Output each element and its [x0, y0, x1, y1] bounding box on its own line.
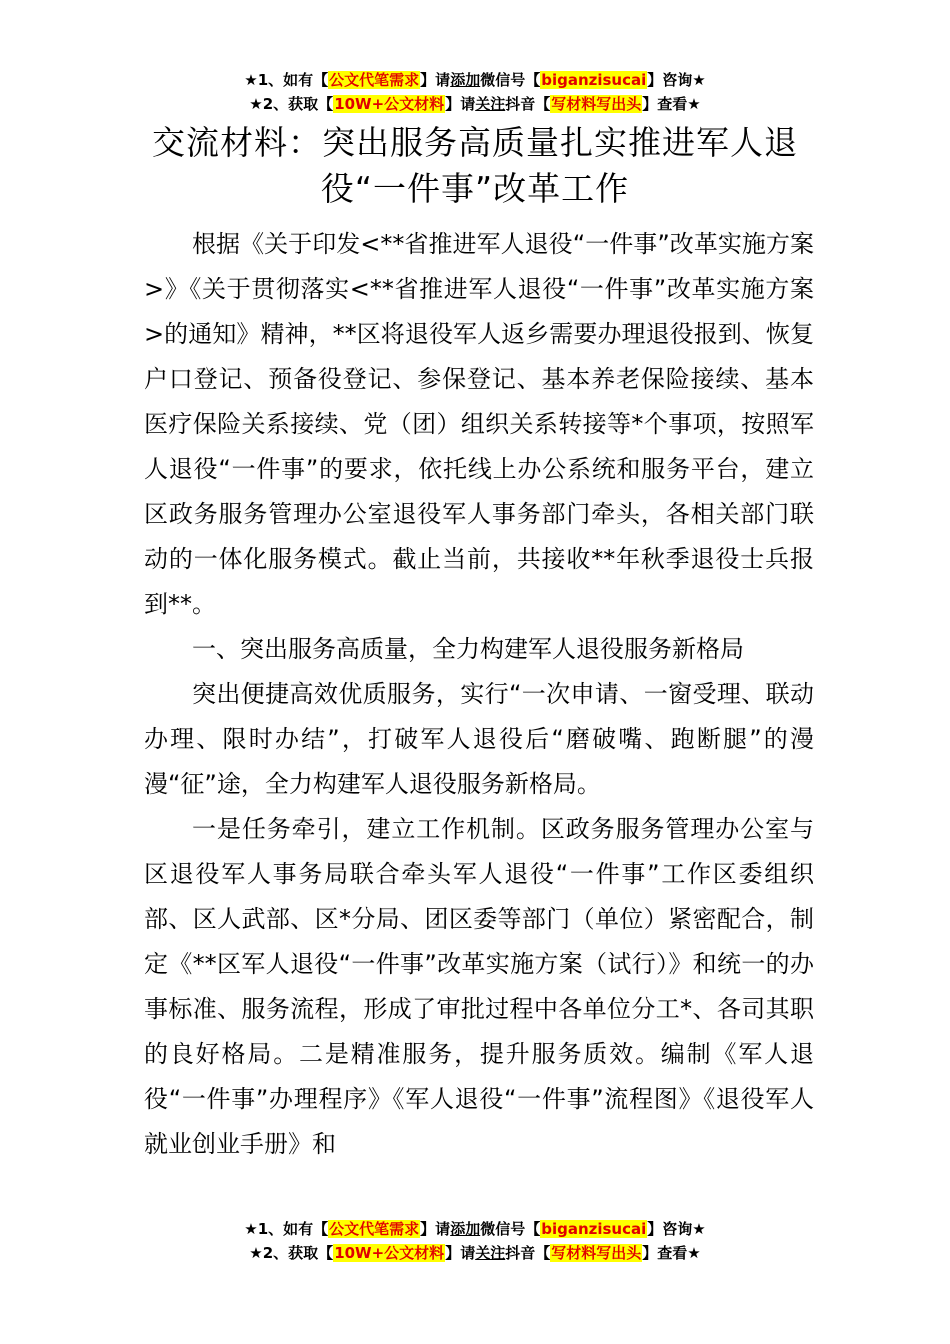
- document-title: [0, 120, 950, 212]
- footer-banner: [0, 1217, 950, 1265]
- paragraph-service: 突出便捷高效优质服务，实行“一次申请、一窗受理、联动办理、限时办结”，打破军人退役后“磨破嘴、跑断腿”的漫漫“征”途，全力构建军人退役服务新格局。: [144, 680, 814, 798]
- paragraph-mechanism: 一是任务牵引，建立工作机制。区政务服务管理办公室与区退役军人事务局联合牵头军人退役“一件事”工作区委组织部、区人武部、区*分局、团区委等部门（单位）紧密配合，制定《**区军人退役“一件事”改革实施方案（试行）》和统一的办事标准、服务流程，形成了审批过程中各单位分工*、各司其职的良好格局。二是精准服务，提升服务质效。编制《军人退役“一件事”办理程序》《军人退役“一件事”流程图》《退役军人就业创业手册》和: [144, 815, 814, 1158]
- wechat-id: biganzisucai: [541, 71, 647, 89]
- document-body: [144, 222, 814, 1167]
- footer-line-1: ★1、如有【公文代笔需求】请添加微信号【biganzisucai】咨询★: [244, 1220, 706, 1238]
- section-heading-1: 一、突出服务高质量，全力构建军人退役服务新格局: [192, 635, 744, 663]
- title-line-1: 交流材料：突出服务高质量扎实推进军人退: [152, 123, 798, 162]
- banner-line-1: ★1、如有【公文代笔需求】请添加微信号【biganzisucai】咨询★: [244, 71, 706, 89]
- banner-line-2: ★2、获取【10W+公文材料】请关注抖音【写材料写出头】查看★: [249, 95, 701, 113]
- paragraph-intro: 根据《关于印发<**省推进军人退役“一件事”改革实施方案>》《关于贯彻落实<**省推进军人退役“一件事”改革实施方案>的通知》精神，**区将退役军人返乡需要办理退役报到、恢复户口登记、预备役登记、参保登记、基本养老保险接续、基本医疗保险关系接续、党（团）组织关系转接等*个事项，按照军人退役“一件事”的要求，依托线上办公系统和服务平台，建立区政务服务管理办公室退役军人事务部门牵头，各相关部门联动的一体化服务模式。截止当前，共接收**年秋季退役士兵报到**。: [144, 230, 814, 618]
- highlight-materials: 10W+公文材料: [334, 95, 445, 113]
- highlight-service: 公文代笔需求: [329, 71, 420, 89]
- title-line-2: 役“一件事”改革工作: [320, 169, 630, 208]
- header-banner: [0, 68, 950, 116]
- douyin-account: 写材料写出头: [551, 95, 642, 113]
- footer-line-2: ★2、获取【10W+公文材料】请关注抖音【写材料写出头】查看★: [249, 1244, 701, 1262]
